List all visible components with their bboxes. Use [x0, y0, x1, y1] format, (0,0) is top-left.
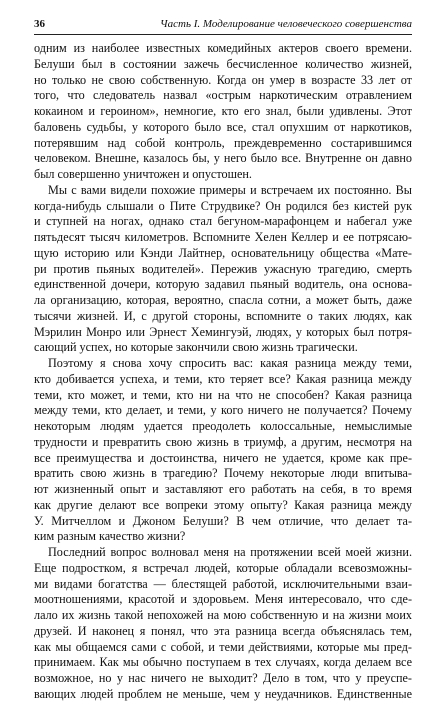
- text-line: ри против пьяных водителей». Пережив ужасную трагедию, смерть: [34, 261, 412, 276]
- running-header: [34, 14, 412, 35]
- text-line: между теми, кто делает, и теми, у кого ничего не получается? Почему: [34, 403, 412, 418]
- text-line: как другие делают все вопреки этому опыту? Какая разница между: [34, 497, 412, 512]
- text-line: но только не свою собственную. Когда он умер в возрасте 33 лет от: [34, 72, 412, 87]
- text-line: пятьдесят тысяч километров. Вспомните Хелен Келлер и ее потрясаю-: [34, 230, 412, 244]
- text-line: теми, кто может, и теми, кто ни на что не способен? Какая разница: [34, 387, 412, 402]
- text-line: тысячи жизней. И, с другой стороны, вспомните о таких людях, как: [34, 308, 412, 323]
- text-line: ми видами богатства — блестящей работой, исключительными взаи-: [34, 576, 412, 591]
- text-line: кокаином и героином», немногие, кто его знал, были удивлены. Этот: [34, 104, 412, 118]
- text-line: Мэрилин Монро или Эрнест Хемингуэй, людях, у которых был потря-: [34, 324, 412, 339]
- text-line: ла организацию, которая, вероятно, спасла сотни, а может быть, даже: [34, 293, 412, 307]
- text-line: друзей. И наконец я понял, что эта разница всегда объяснялась тем,: [34, 623, 412, 638]
- text-line: потерявшим над собой контроль, преждевременно состарившимся: [34, 135, 412, 150]
- text-line: Поэтому я снова хочу спросить вас: какая разница между теми,: [48, 356, 412, 370]
- text-line: все преимущества и достоинства, ничего не удается, кроме как пре-: [34, 450, 412, 465]
- text-line: человеком. Внешне, казалось бы, у него было все. Внутренне он давно: [34, 151, 412, 166]
- paragraph: [34, 183, 412, 356]
- text-line: ким разным качество жизни?: [34, 529, 186, 544]
- text-line: как мы общаемся сами с собой, и теми действиями, которые мы пред-: [34, 639, 412, 654]
- text-line: вающих людей проблем не меньше, чем у неудачников. Единственные: [34, 686, 412, 701]
- text-line: моотношениями, красотой и здоровьем. Меня интересовало, что сде-: [34, 592, 412, 607]
- text-line: Еще подростком, я встречал людей, которые обладали всевозможны-: [34, 560, 412, 575]
- text-line: кто добивается успеха, и теми, кто теряет все? Какая разница между: [34, 371, 412, 386]
- text-line: Белуши был в состоянии зажечь бесчисленное количество жизней,: [34, 56, 412, 71]
- text-line: щую историю или Кэнди Лайтнер, основательницу общества «Мате-: [34, 245, 412, 260]
- page-number: 36: [34, 18, 45, 30]
- text-line: сающий успех, но которые закончили свою жизнь трагически.: [34, 340, 358, 355]
- paragraph: [34, 545, 412, 703]
- text-line: возможное, но у нас ничего не выходит? Дело в том, что у преуспе-: [34, 671, 412, 685]
- text-line: одним из наиболее известных комедийных актеров своего времени.: [34, 41, 412, 55]
- text-line: У. Митчеллом и Джоном Белуши? В чем отличие, что делает та-: [34, 513, 412, 528]
- text-line: некоторым людям удается преодолеть колоссальные, немыслимые: [34, 419, 412, 433]
- text-line: и ступней на ногах, однако стал бегуном-марафонцем и набегал уже: [34, 214, 412, 229]
- text-line: баловень судьбы, у которого было все, стал опухшим от наркотиков,: [34, 119, 412, 134]
- paragraph: [34, 356, 412, 545]
- body-text: [34, 41, 412, 703]
- text-line: Мы с вами видели похожие примеры и встречаем их постоянно. Вы: [48, 182, 412, 197]
- text-line: когда-нибудь слышали о Пите Струдвике? Он родился без кистей рук: [34, 198, 412, 213]
- text-line: Последний вопрос волновал меня на протяжении всей моей жизни.: [48, 545, 412, 559]
- running-title: Часть I. Моделирование человеческого совершенства: [160, 18, 412, 30]
- text-line: единственной дочери, которую задавил пьяный водитель, она основа-: [34, 277, 412, 292]
- paragraph: [34, 41, 412, 183]
- text-line: принимаем. Как мы обычно поступаем в тех случаях, когда делаем все: [34, 655, 412, 670]
- text-line: ют жизненный опыт и заставляют его работать на себя, в то время: [34, 482, 412, 496]
- text-line: лало их жизнь такой непохожей на мою собственную и на жизни моих: [34, 608, 412, 622]
- text-line: был совершенно уничтожен и опустошен.: [34, 167, 252, 181]
- text-line: вратить свою жизнь в трагедию? Почему некоторые люди впитыва-: [34, 466, 412, 481]
- text-line: того, что следователь назвал «острым наркотическим отравлением: [34, 88, 412, 103]
- text-line: трудности и превратить свою жизнь в триумф, а другим, несмотря на: [34, 434, 412, 449]
